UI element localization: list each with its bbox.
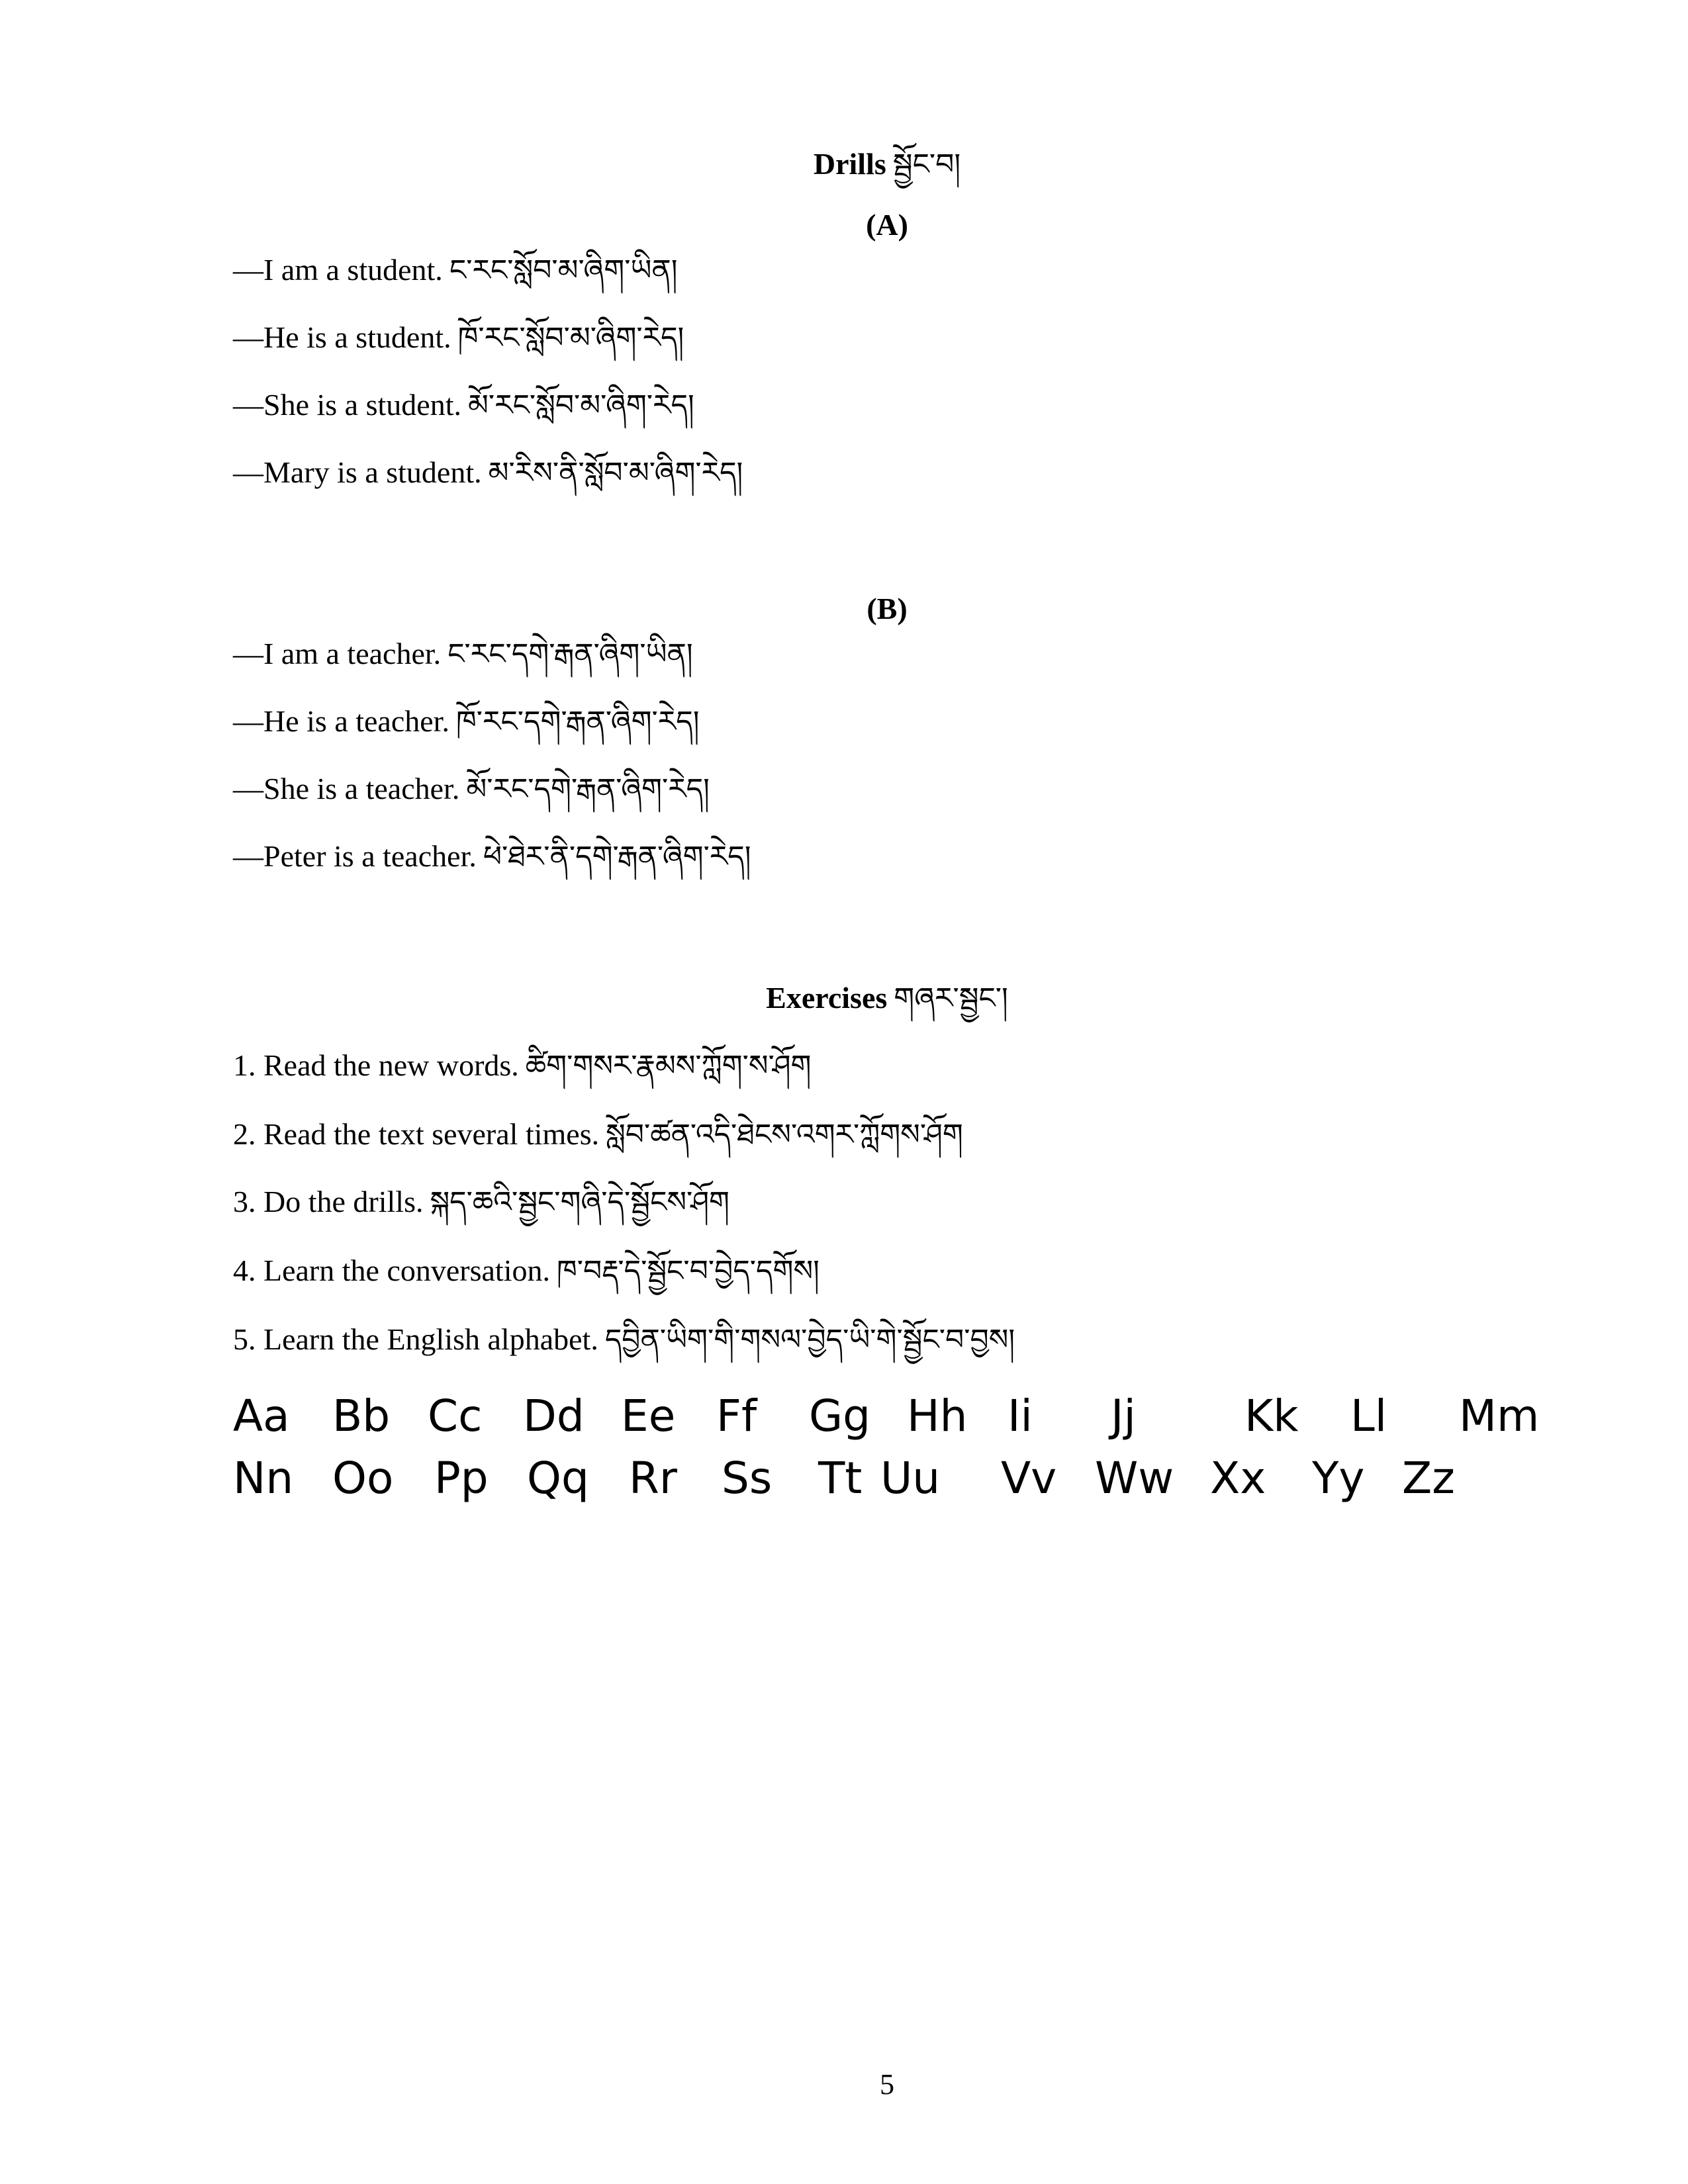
exercises-heading [0,978,1688,1019]
page-number: 5 [880,2068,894,2101]
exercise-english: 2. Read the text several times. [233,1117,600,1151]
drill-b-line-2 [233,702,699,742]
drill-tibetan: མོ་རང་དགེ་རྒན་ཞིག་རེད། [466,772,710,806]
drill-tibetan: མ་རིས་ནི་སློབ་མ་ཞིག་རེད། [488,456,743,490]
drill-a-line-3 [233,385,694,426]
exercise-item-5 [233,1320,1015,1360]
drill-a-line-2 [233,318,684,358]
alphabet-letter: Ss [722,1453,773,1504]
drill-b-line-4 [233,837,751,877]
exercise-tibetan: དབྱིན་ཡིག་གི་གསལ་བྱེད་ཡི་གེ་སྦྱོང་བ་བྱས། [604,1323,1015,1357]
exercise-tibetan: སློབ་ཚན་འདི་ཐེངས་འགར་ཀློགས་ཤོག [606,1118,963,1152]
drill-tibetan: མོ་རང་སློབ་མ་ཞིག་རེད། [467,388,694,422]
drill-b-line-1 [233,634,693,674]
alphabet-letter: Ii [1008,1390,1033,1441]
drill-a-line-1 [233,250,677,291]
exercises-title-tibetan: གཞར་སྦྱང་། [894,981,1008,1015]
exercise-english: 5. Learn the English alphabet. [233,1322,598,1356]
alphabet-letter: Qq [527,1453,589,1504]
alphabet-letter: Ff [716,1390,757,1441]
exercises-title: Exercises [766,981,888,1015]
alphabet-letter: Cc [428,1390,483,1441]
alphabet-letter: Rr [629,1453,677,1504]
drill-english: —She is a teacher. [233,772,460,805]
alphabet-letter: Ee [621,1390,676,1441]
exercise-english: 4. Learn the conversation. [233,1253,550,1287]
alphabet-letter: Gg [809,1390,871,1441]
drills-title: Drills [813,147,886,181]
alphabet-letter: Pp [434,1453,489,1504]
exercise-item-2 [233,1115,963,1155]
drill-tibetan: ཕེ་ཐེར་ནི་དགེ་རྒན་ཞིག་རེད། [483,840,751,874]
drill-english: —I am a student. [233,253,443,287]
exercise-tibetan: ཚིག་གསར་རྣམས་ཀློག་ས་ཤོག [525,1049,812,1083]
drill-tibetan: ཁོ་རང་དགེ་རྒན་ཞིག་རེད། [455,705,700,739]
alphabet-letter: Oo [332,1453,394,1504]
alphabet-letter: Bb [332,1390,391,1441]
alphabet-letter: Kk [1244,1390,1299,1441]
exercise-item-1 [233,1046,811,1086]
alphabet-letter: Yy [1312,1453,1365,1504]
exercise-english: 1. Read the new words. [233,1048,519,1082]
drill-tibetan: ང་རང་སློབ་མ་ཞིག་ཡིན། [449,253,678,287]
alphabet-letter: Ww [1095,1453,1174,1504]
drill-english: —She is a student. [233,388,461,422]
alphabet-letter: Xx [1210,1453,1266,1504]
alphabet-letter: Ll [1350,1390,1387,1441]
drill-english: —I am a teacher. [233,637,442,670]
exercise-tibetan: སྐད་ཆའི་སྦྱང་གཞི་དེ་སྦྱོངས་ཤོག [430,1185,729,1219]
drill-tibetan: ང་རང་དགེ་རྒན་ཞིག་ཡིན། [447,637,693,671]
alphabet-letter: Zz [1402,1453,1455,1504]
alphabet-letter: Nn [233,1453,294,1504]
exercise-item-4 [233,1251,820,1291]
drill-english: —He is a teacher. [233,704,449,738]
alphabet-letter: Dd [523,1390,585,1441]
alphabet-letter: Tt [818,1453,863,1504]
alphabet-letter: Mm [1459,1390,1540,1441]
alphabet-letter: Uu [880,1453,941,1504]
section-a-label: (A) [866,208,908,242]
alphabet-letter: Hh [907,1390,968,1441]
drill-tibetan: ཁོ་རང་སློབ་མ་ཞིག་རེད། [457,321,684,355]
drills-title-tibetan: སྦྱོང་བ། [892,148,961,181]
alphabet-letter: Vv [1001,1453,1057,1504]
alphabet-letter: Jj [1111,1390,1136,1441]
exercise-tibetan: ཁ་བརྡ་དེ་སྦྱོང་བ་བྱེད་དགོས། [556,1254,820,1288]
exercise-english: 3. Do the drills. [233,1185,424,1218]
drill-english: —He is a student. [233,320,451,354]
drill-english: —Peter is a teacher. [233,839,477,873]
alphabet-letter: Aa [233,1390,290,1441]
drill-a-line-4 [233,453,743,493]
exercise-item-3 [233,1182,729,1222]
drills-heading [0,144,1688,185]
drill-b-line-3 [233,769,710,809]
drill-english: —Mary is a student. [233,455,482,489]
section-b-label: (B) [867,592,908,625]
